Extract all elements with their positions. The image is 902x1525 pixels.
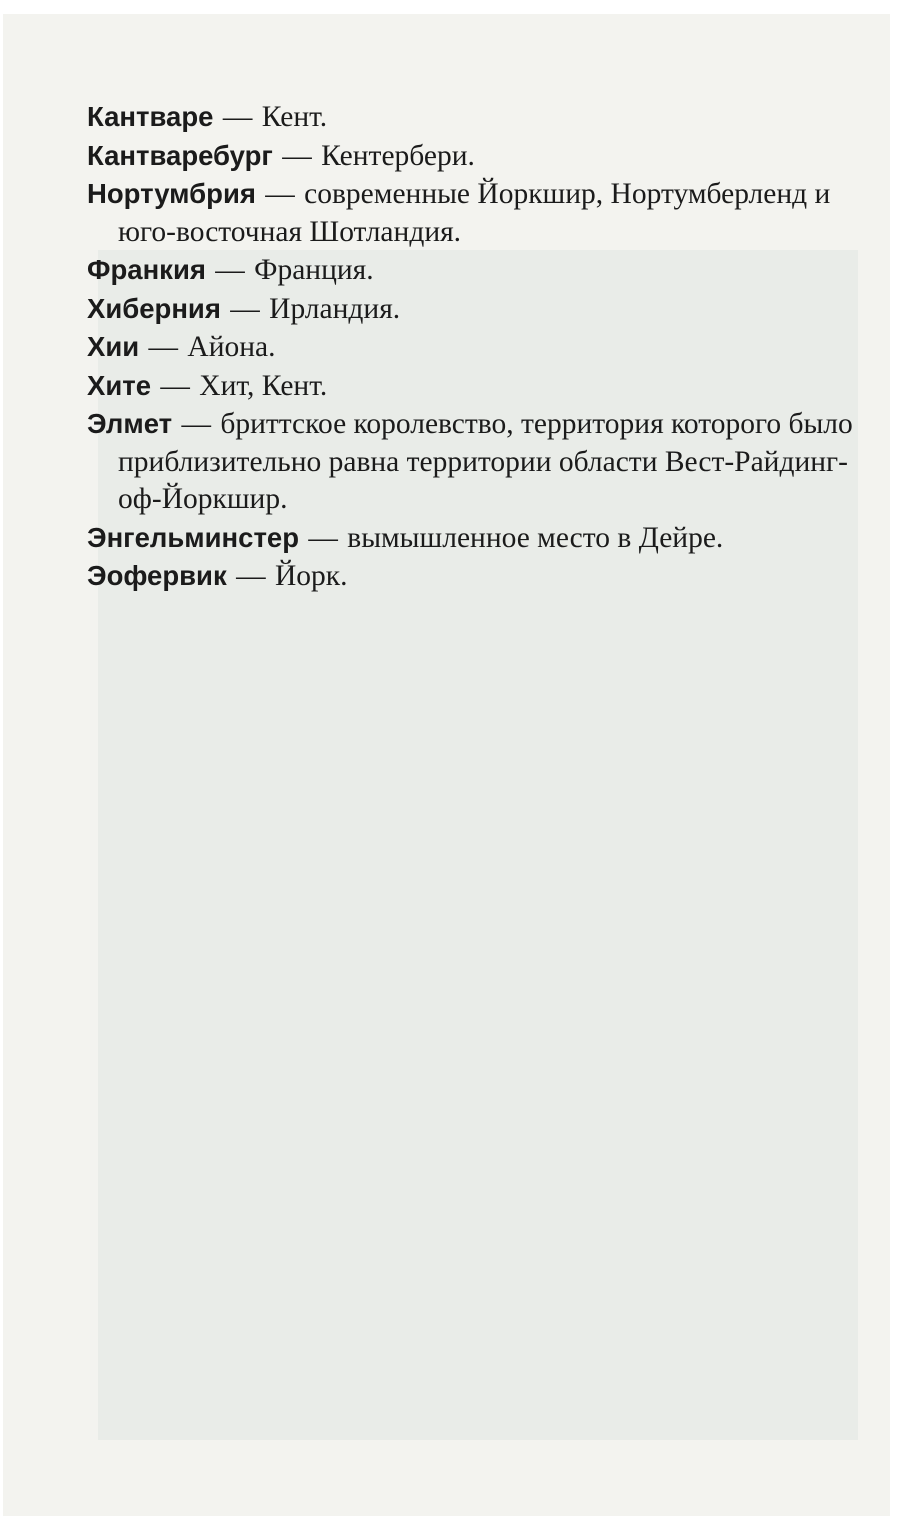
glossary-term: Хии (87, 331, 140, 362)
glossary-term: Хиберния (87, 292, 221, 324)
glossary-list (87, 98, 877, 596)
dash-separator: — (160, 369, 190, 402)
glossary-definition: Хит, Кент. (199, 369, 328, 402)
glossary-entry (87, 367, 877, 406)
glossary-definition: Кент. (261, 101, 328, 133)
glossary-definition: Айона. (187, 331, 276, 363)
dash-separator: — (282, 139, 312, 172)
glossary-term: Кантваребург (87, 139, 273, 171)
dash-separator: — (181, 408, 211, 440)
glossary-term: Энгельминстер (87, 521, 300, 553)
dash-separator: — (230, 292, 260, 325)
glossary-entry (87, 328, 877, 367)
dash-separator: — (236, 560, 266, 592)
glossary-definition: современные Йоркшир, Нортумберленд и юго-восточная Шотландия. (118, 178, 831, 248)
glossary-definition: Франция. (254, 254, 374, 286)
glossary-definition: бриттское королевство, территория которого было приблизительно равна территории области Вест-Райдинг-оф-Йоркшир. (118, 408, 853, 515)
book-page (3, 14, 890, 1516)
glossary-term: Элмет (87, 408, 173, 439)
glossary-definition: Ирландия. (269, 292, 401, 325)
glossary-entry (87, 557, 877, 596)
glossary-term: Франкия (87, 254, 206, 285)
glossary-term: Эофервик (87, 560, 227, 591)
dash-separator: — (222, 101, 253, 133)
glossary-entry (87, 405, 877, 519)
glossary-entry (87, 251, 877, 290)
glossary-term: Хите (87, 369, 152, 401)
glossary-term: Кантваре (87, 101, 214, 132)
glossary-entry (87, 175, 877, 251)
glossary-entry (87, 137, 877, 176)
dash-separator: — (148, 331, 179, 363)
glossary-definition: Йорк. (274, 560, 348, 592)
glossary-definition: Кентербери. (321, 139, 475, 172)
dash-separator: — (308, 521, 338, 554)
dash-separator: — (215, 254, 245, 286)
glossary-definition: вымышленное место в Дейре. (347, 521, 724, 554)
glossary-entry (87, 290, 877, 329)
dash-separator: — (265, 178, 295, 210)
glossary-term: Нортумбрия (87, 178, 256, 209)
glossary-entry (87, 519, 877, 558)
glossary-entry (87, 98, 877, 137)
